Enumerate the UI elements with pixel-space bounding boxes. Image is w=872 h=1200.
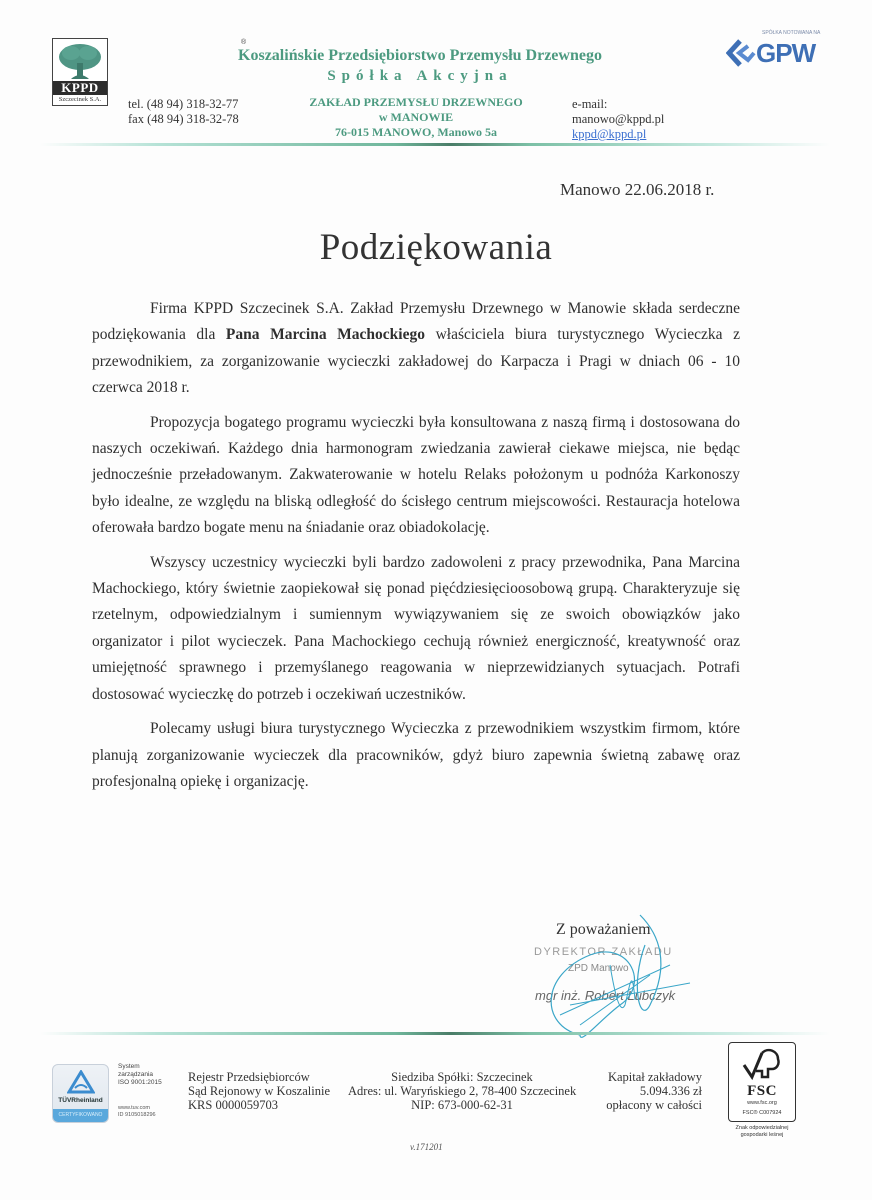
gpw-word: GPW (756, 38, 816, 68)
fsc-tree-check-icon (742, 1047, 782, 1081)
fsc-word: FSC (747, 1083, 777, 1099)
fsc-note: Znak odpowiedzialnej gospodarki leśnej (735, 1125, 789, 1138)
tuv-id: www.tuv.com ID 9105018296 (118, 1105, 156, 1118)
company-seat: Siedziba Spółki: Szczecinek Adres: ul. Waryńskiego 2, 78-400 Szczecinek NIP: 673-000-62-31 (348, 1070, 577, 1112)
paragraph-4: Polecamy usługi biura turystycznego Wycieczka z przewodnikiem wszystkim firmom, które planują zorganizowanie wycieczek dla pracowników, gdyż biuro zapewnia świetną zabawę oraz profesjonalną opiekę i organizację. (92, 720, 740, 790)
plant-name: ZAKŁAD PRZEMYSŁU DRZEWNEGO (309, 95, 523, 109)
company-name: Koszalińskie Przedsiębiorstwo Przemysłu Drzewnego (238, 47, 602, 64)
email-kppd-link[interactable]: kppd@kppd.pl (572, 127, 647, 141)
phone-number: tel. (48 94) 318-32-77 (128, 97, 239, 111)
tuv-name: TÜVRheinland (58, 1097, 103, 1104)
fsc-code: FSC® C007924 (742, 1110, 782, 1116)
fsc-logo (728, 1042, 796, 1122)
contact-email (572, 97, 664, 142)
fax-number: fax (48 94) 318-32-78 (128, 112, 239, 126)
logo-brand: KPPD (53, 81, 107, 95)
stamp-unit: ZPD Manowo (568, 963, 629, 974)
gpw-logo (722, 30, 822, 72)
tree-icon (57, 43, 103, 79)
footer-divider (40, 1032, 830, 1035)
company-form: Spółka Akcyjna (327, 68, 513, 84)
header-divider (40, 143, 830, 146)
paragraph-1: Firma KPPD Szczecinek S.A. Zakład Przemysłu Drzewnego w Manowie składa serdeczne podziękowania dla Pana Marcina Machockiego właściciela biura turystycznego Wycieczka z przewodnikiem, za zorganizowanie wycieczki zakładowej do Karpacza i Pragi w dniach 06 - 10 czerwca 2018 r. (92, 300, 740, 397)
stamp-signatory: mgr inż. Robert Lubczyk (535, 988, 676, 1003)
logo-subtitle: Szczecinek S.A. (58, 96, 102, 103)
paragraph-3: Wszyscy uczestnicy wycieczki byli bardzo zadowoleni z pracy przewodnika, Pana Marcina Machockiego, który świetnie zaopiekował się ponad pięćdziesięcioosobową grupą. Charakteryzuje się rzetelnym, odpowiedzialnym i sumiennym wywiązywaniem się ze swoich obowiązków jako organizator i pilot wycieczek. Pana Machockiego cechują również energiczność, kreatywność oraz umiejętność sprawnego i przemyślanego reagowania w nieprzewidzianych sytuacjach. Potrafi dostosować wycieczkę do potrzeb i oczekiwań uczestników. (92, 553, 740, 703)
plant-location: w MANOWIE (378, 110, 454, 124)
registered-mark: ® (241, 39, 247, 46)
recipient-name: Pana Marcina Machockiego (225, 326, 425, 344)
tuv-certificate-logo (52, 1064, 109, 1123)
iso-info: System zarządzania ISO 9001:2015 (118, 1063, 162, 1086)
stamp-title: DYREKTOR ZAKŁADU (534, 946, 673, 958)
tuv-triangle-icon (67, 1070, 95, 1094)
email-manowo: manowo@kppd.pl (572, 112, 665, 126)
fsc-url: www.fsc.org (747, 1100, 777, 1106)
letter-date: Manowo 22.06.2018 r. (560, 180, 715, 199)
tuv-cert: CERTYFIKOWANO (53, 1109, 108, 1122)
email-label: e-mail: (572, 97, 608, 111)
company-registry: Rejestr Przedsiębiorców Sąd Rejonowy w Koszalinie KRS 0000059703 (188, 1070, 330, 1112)
document-version: v.171201 (410, 1142, 443, 1152)
paragraph-2: Propozycja bogatego programu wycieczki była konsultowana z naszą firmą i dostosowana do naszych oczekiwań. Każdego dnia harmonogram zwiedzania zawierał ciekawe miejsca, nie będąc jednocześnie przeładowanym. Zakwaterowanie w hotelu Relaks położonym u podnóża Karkonoszy było idealne, ze względu na bliską odległość do ścisłego centrum miejscowości. Restauracja hotelowa oferowała bardzo bogate menu na śniadanie oraz obiadokolację. (92, 413, 740, 537)
closing-phrase: Z poważaniem (556, 921, 651, 938)
contact-phones (128, 97, 239, 127)
gpw-logo-icon (726, 38, 756, 68)
gpw-tagline: SPÓŁKA NOTOWANA NA (762, 30, 821, 36)
plant-postal: 76-015 MANOWO, Manowo 5a (335, 125, 497, 139)
plant-address (282, 95, 550, 140)
letter-title: Podziękowania (319, 227, 553, 268)
letter-body (92, 296, 740, 803)
share-capital: Kapitał zakładowy 5.094.336 zł opłacony w całości (606, 1070, 702, 1112)
